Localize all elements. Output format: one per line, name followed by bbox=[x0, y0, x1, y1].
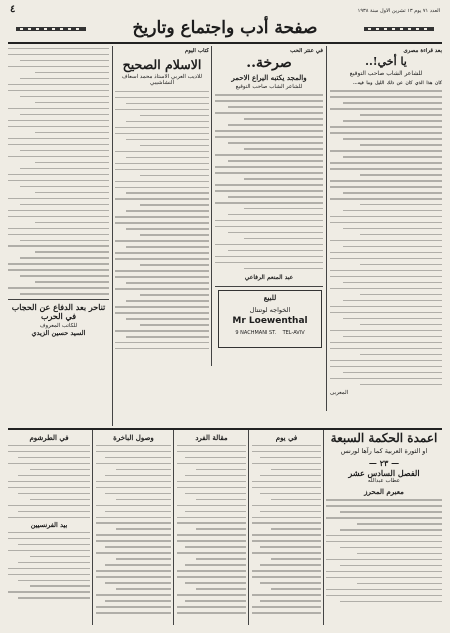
ornament-right-icon bbox=[364, 24, 434, 34]
article-wusul-albakhira bbox=[96, 434, 171, 624]
column-rule bbox=[92, 430, 93, 625]
masthead-meta bbox=[8, 6, 442, 18]
article-signature: المعربى bbox=[330, 389, 349, 396]
serial-number: — ٢٣ — bbox=[368, 458, 400, 469]
article-headline: وصول الباخرة bbox=[113, 434, 154, 442]
article-body bbox=[215, 94, 323, 269]
column-rule bbox=[323, 430, 324, 625]
article-author: السيد حسين الزيدي bbox=[31, 328, 86, 337]
serial-section-head: معبرم المحرز bbox=[364, 487, 404, 497]
article-fi-yawm bbox=[252, 434, 321, 624]
article-headline: مقالة الفرد bbox=[195, 434, 228, 442]
article-signature: عبد المنعم الرفاعي bbox=[244, 273, 294, 281]
article-body bbox=[8, 48, 109, 295]
article-headline: صرخة.. bbox=[246, 55, 292, 71]
article-body bbox=[330, 90, 442, 385]
article-kicker: كتاب اليوم bbox=[184, 48, 209, 54]
advert-latin-name: Mr Loewenthal bbox=[232, 316, 308, 326]
article-headline: في يوم bbox=[275, 434, 298, 442]
serial-translator: عطاب عبدالله bbox=[367, 478, 401, 485]
article-excerpt: كان هذا الذي كان عن ذلك الليل وما فيه... bbox=[352, 81, 442, 87]
column-rule bbox=[112, 46, 113, 426]
serial-title: اعمدة الحكمة السبعة bbox=[330, 432, 438, 445]
article-fi-altarshum bbox=[8, 434, 90, 624]
article-headline: في الطرشوم bbox=[29, 434, 69, 442]
article-body bbox=[8, 445, 90, 518]
serial-body bbox=[326, 499, 442, 602]
article-ya-akhi bbox=[330, 48, 442, 418]
article-body bbox=[252, 445, 321, 614]
article-subhead: بيد الفرنسيين bbox=[30, 521, 68, 530]
advert-tag: للبيع bbox=[263, 293, 277, 302]
section-banner bbox=[8, 18, 442, 44]
article-body bbox=[177, 445, 246, 614]
newspaper-page bbox=[8, 6, 442, 627]
article-subhead: والمجد يكتبه اليراع الاحمر bbox=[231, 73, 307, 83]
page-number: ٤ bbox=[10, 4, 16, 15]
article-headline: تناحر بعد الدفاع عن الحجاب في الحرب bbox=[11, 302, 106, 322]
article-byline: للكاتب المعروف bbox=[39, 322, 78, 329]
article-kicker: بعد قراءة مصرى bbox=[403, 48, 442, 54]
advert-arabic-name: الخواجه لوتنتال bbox=[249, 306, 291, 314]
article-sarkha bbox=[215, 48, 323, 284]
article-left-column bbox=[8, 48, 109, 423]
serial-seven-pillars bbox=[326, 432, 442, 627]
article-kicker: في عنتر الحب bbox=[290, 48, 323, 54]
issue-line: العدد ٧١ يوم ١٣ تشرين الاول سنة ١٩٣٨ bbox=[357, 8, 440, 14]
article-body bbox=[96, 445, 171, 614]
section-divider bbox=[8, 428, 442, 430]
column-rule bbox=[8, 299, 109, 300]
column-rule bbox=[173, 430, 174, 625]
article-body bbox=[8, 532, 90, 599]
article-subhead: للشاعر الشاب صاحب التوقيع bbox=[349, 70, 423, 78]
article-al-islam bbox=[115, 48, 209, 360]
article-headline: يا أخي!.. bbox=[365, 55, 407, 68]
article-headline: الاسلام الصحيح bbox=[122, 57, 202, 72]
article-byline: للشاعر الشاب صاحب التوقيع bbox=[235, 84, 303, 91]
column-rule bbox=[248, 430, 249, 625]
serial-chapter: الفصل السادس عشر bbox=[348, 468, 420, 479]
column-rule bbox=[211, 46, 212, 366]
ornament-left-icon bbox=[16, 24, 86, 34]
article-byline: للاديب العربي الاستاذ محمد اسعاف النشاشيبي bbox=[121, 73, 203, 86]
advert-box bbox=[218, 290, 322, 348]
banner-title: صفحة أدب واجتماع وتاريخ bbox=[132, 18, 318, 38]
advert-city: TEL-AVIV bbox=[282, 330, 305, 336]
article-maqala bbox=[177, 434, 246, 624]
ad-rule bbox=[215, 286, 323, 287]
advert-address: 9 NACHMANI ST. bbox=[235, 330, 277, 336]
article-body bbox=[115, 91, 209, 350]
column-rule bbox=[326, 46, 327, 411]
serial-subtitle: او الثورة العربية كما رآها لورنس bbox=[340, 447, 428, 456]
